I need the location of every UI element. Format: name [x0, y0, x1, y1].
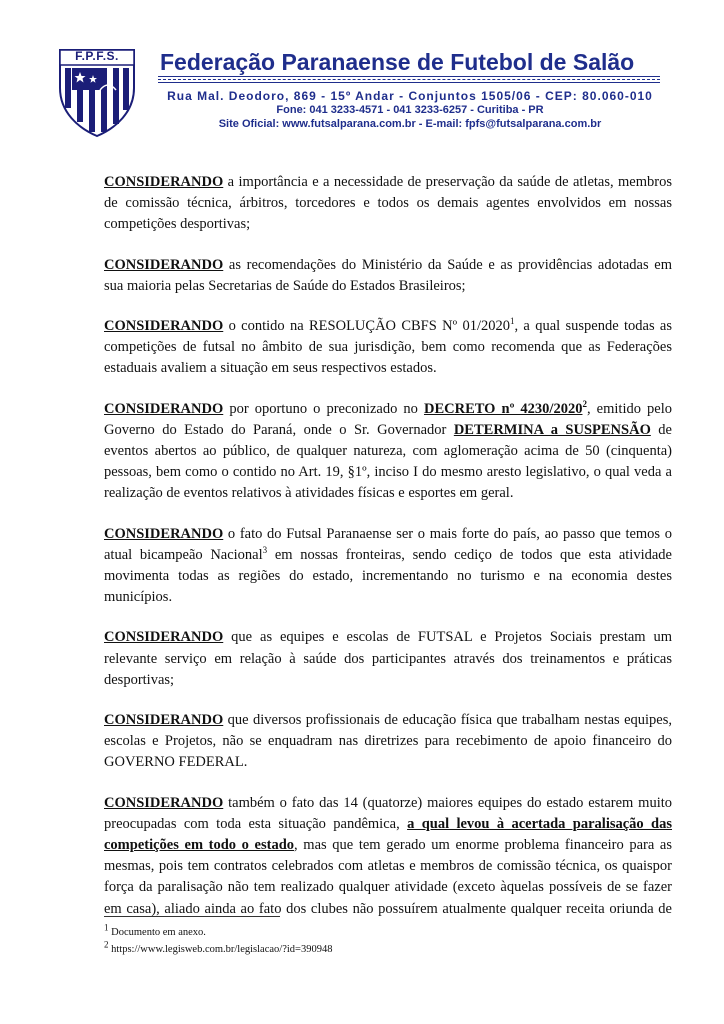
text-line: escolas e Projetos, não se enquadram nas diretrizes para recebimento de apoio financeiro do: [104, 733, 672, 750]
text-line: , mas que tem gerado um enorme problema financeiro para as: [294, 837, 672, 854]
text-line: o fato do Futsal Paranaense ser o mais forte do país, ao passo que temos o: [223, 525, 672, 542]
text-line: preocupadas com toda esta situação pandêmica,: [104, 815, 408, 832]
text-line: mesmas, pois tem contratos celebrados com atletas e membros de comissão técnica, os quaispor: [104, 858, 672, 875]
considerando-keyword: CONSIDERANDO: [104, 256, 224, 273]
considerando-keyword: CONSIDERANDO: [104, 525, 224, 542]
text-line: por oportuno o preconizado no: [223, 400, 424, 417]
logo-abbreviation: F.P.F.S.: [75, 49, 119, 63]
paragraph-6: [104, 627, 672, 691]
paragraph-2: [104, 255, 672, 297]
text-line: de comissão técnica, árbitros, torcedores e todos os demais agentes envolvidos em nossas: [104, 195, 672, 212]
text-line: que as equipes e escolas de FUTSAL e Projetos Sociais prestam um: [223, 629, 672, 646]
text-line: Governo do Estado do Paraná, onde o Sr. Governador: [104, 421, 454, 438]
text-line: desportivas;: [104, 671, 175, 688]
paragraph-5: [104, 524, 672, 609]
phone-line: Fone: 041 3233-4571 - 041 3233-6257 - Curitiba - PR: [276, 104, 544, 116]
determina-suspensao: DETERMINA a SUSPENSÃO: [453, 421, 651, 438]
text-line: também o fato das 14 (quatorze) maiores equipes do estado estarem muito: [223, 794, 672, 811]
text-line: as recomendações do Ministério da Saúde e as providências adotadas em: [223, 256, 672, 273]
letterhead: [0, 0, 724, 140]
text-line: de: [650, 421, 672, 438]
text-line: municípios.: [104, 589, 173, 606]
document-body: [104, 172, 672, 939]
footnote-ref: 3: [262, 545, 268, 556]
text-line: em casa), aliado ainda ao fato dos clubes não possuírem atualmente qualquer receita oriunda de: [104, 900, 672, 917]
text-line: eventos abertos ao público, de qualquer natureza, com aglomeração acima de 50 (cinquenta): [104, 443, 672, 460]
footnote-separator: [104, 916, 280, 917]
paragraph-8: [104, 793, 672, 920]
decree-reference: DECRETO nº 4230/2020: [423, 400, 583, 417]
paragraph-7: [104, 710, 672, 774]
footnote-ref: 2: [582, 398, 587, 409]
header-divider-dashed: [158, 79, 660, 80]
text-line: movimenta todas as regiões do estado, incrementando no turismo e na economia destes: [104, 568, 672, 585]
footnote-number: 2: [104, 939, 109, 950]
text-line: , emitido pelo: [586, 400, 673, 417]
text-line: competições desportivas;: [104, 216, 251, 233]
considerando-keyword: CONSIDERANDO: [104, 629, 224, 646]
footnote-1: [104, 924, 332, 941]
text-line: GOVERNO FEDERAL.: [104, 754, 248, 771]
considerando-keyword: CONSIDERANDO: [104, 174, 224, 190]
paragraph-1: [104, 172, 672, 236]
emphasis-text: a qual levou à acertada paralisação das: [407, 815, 673, 832]
footnote-text: https://www.legisweb.com.br/legislacao/?id=390948: [108, 944, 333, 955]
text-line: a importância e a necessidade de preservação da saúde de atletas, membros: [223, 174, 672, 190]
footnote-number: 1: [104, 922, 109, 933]
text-line: que diversos profissionais de educação física que trabalham nestas equipes,: [223, 712, 672, 729]
text-line: , a qual suspende todas as: [514, 318, 672, 335]
emphasis-text: competições em todo o estado: [104, 837, 295, 854]
footnote-text: Documento em anexo.: [108, 927, 206, 938]
text-line: realização de eventos relativos à atividades físicas e esportes em geral.: [104, 485, 514, 502]
considerando-keyword: CONSIDERANDO: [104, 400, 224, 417]
text-line: relevante serviço em relação à saúde dos participantes através dos treinamentos e práticas: [104, 650, 672, 667]
text-line: estaduais avaliem a situação em seus respectivos estados.: [104, 360, 437, 377]
text-line: o contido na RESOLUÇÃO CBFS Nº 01/2020: [223, 318, 510, 335]
site-email-line: Site Oficial: www.futsalparana.com.br - E-mail: fpfs@futsalparana.com.br: [218, 118, 602, 130]
footnotes: [104, 924, 332, 958]
footnote-2: [104, 941, 332, 958]
considerando-keyword: CONSIDERANDO: [104, 712, 224, 729]
paragraph-4: [104, 399, 672, 505]
text-line: força da paralisação não tem realizado qualquer atividade (exceto àquelas possíveis de se fazer: [104, 879, 672, 896]
text-line: em nossas fronteiras, sendo cediço de todos que esta atividade: [267, 546, 672, 563]
paragraph-3: [104, 316, 672, 380]
address-line: Rua Mal. Deodoro, 869 - 15º Andar - Conjuntos 1505/06 - CEP: 80.060-010: [167, 89, 653, 103]
text-line: pessoas, bem como o contido no Art. 19, §1º, inciso I do mesmo aresto legislativo, o qual veda a: [104, 464, 672, 481]
considerando-keyword: CONSIDERANDO: [104, 794, 224, 811]
considerando-keyword: CONSIDERANDO: [104, 318, 224, 335]
footnote-ref: 1: [509, 316, 515, 327]
text-line: atual bicampeão Nacional: [104, 546, 263, 563]
federation-title: Federação Paranaense de Futebol de Salão: [160, 49, 635, 75]
text-line: competições de futsal no âmbito de sua jurisdição, bem como recomenda que as Federações: [104, 339, 672, 356]
text-line: sua maioria pelas Secretarias de Saúde do Estados Brasileiros;: [104, 277, 466, 294]
